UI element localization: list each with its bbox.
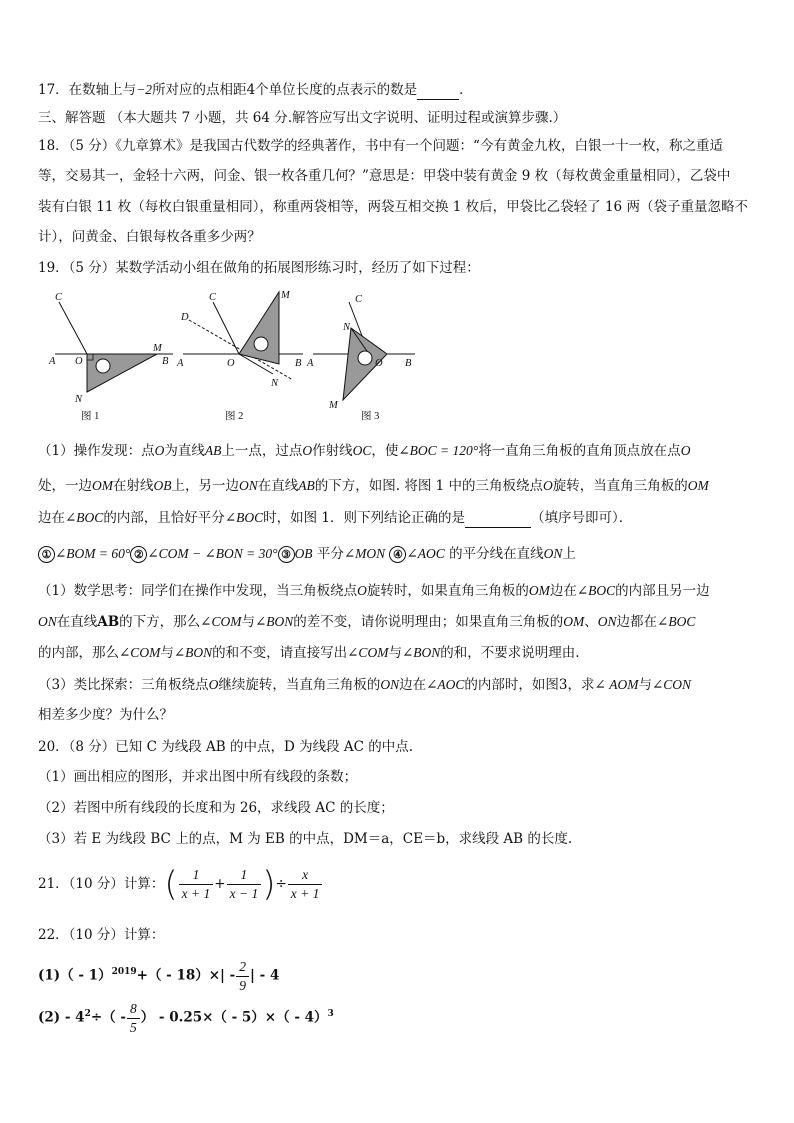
text: 的下方，如图. 将图 1 中的三角板绕点 — [314, 478, 544, 494]
symbol: ∠MON — [343, 546, 386, 561]
text: ÷（ - — [90, 1009, 126, 1026]
fig3-label: N — [343, 322, 351, 333]
text: ） - 0.25×（ - 5）×（ - 4） — [140, 1009, 328, 1026]
text: 的内部且另一边 — [615, 583, 710, 599]
text: 与 — [388, 645, 402, 661]
text: 21．（10 分）计算： — [38, 876, 165, 892]
text: （1）数学思考：同学们在操作中发现，当三角板绕点 — [38, 583, 358, 599]
symbol: OC — [352, 443, 372, 458]
text: 旋转，当直角三角板的 — [552, 478, 688, 494]
fig2-label: O — [227, 358, 235, 369]
fig1-label: N — [75, 394, 83, 405]
q19-p2-line — [38, 643, 580, 663]
exponent: 2 — [84, 1009, 91, 1019]
fig3-label: B — [405, 358, 412, 369]
fraction — [179, 866, 214, 903]
fig2-label: C — [209, 292, 217, 303]
symbol: OM — [92, 478, 113, 493]
symbol: ∠COM — [347, 645, 389, 660]
q18-line: 装有白银 11 枚（每枚白银重量相同），称重两袋相等，两袋互相交换 1 枚后，甲袋比乙袋轻了 16 两（袋子重量忽略不 — [38, 199, 748, 215]
text: ，使 — [371, 443, 399, 459]
text: 与 — [241, 614, 255, 630]
text: 上一点，过点 — [221, 443, 303, 459]
paren: ( — [164, 864, 178, 905]
text: 处，一边 — [38, 478, 92, 494]
text: 边在 — [399, 677, 427, 693]
symbol: O — [302, 443, 313, 458]
exponent: 3 — [327, 1009, 334, 1019]
fig1-label: B — [162, 356, 169, 367]
q19-p2-line — [38, 612, 695, 632]
q18-line: 等，交易其一，金轻十六两，问金、银一枚各重几何？”意思是：甲袋中装有黄金 9 枚（每枚黄金重量相同），乙袋中 — [38, 168, 731, 184]
text: 的下方，那么 — [119, 614, 201, 630]
symbol: ∠CON — [651, 677, 692, 692]
symbol: ∠BOC — [576, 583, 616, 598]
symbol: ∠BOC — [65, 510, 104, 525]
denominator: x + 1 — [181, 886, 211, 901]
symbol: OM — [687, 478, 709, 493]
q19-choices — [38, 544, 576, 564]
symbol: ∠BOC — [224, 510, 264, 525]
q17-line — [38, 80, 473, 100]
text: 与 — [638, 677, 652, 693]
fig1-label: M — [153, 343, 162, 354]
choice-1: ∠BOM = 60° — [55, 546, 131, 561]
choice-number: ② — [130, 546, 147, 563]
q19-p2-line — [38, 581, 710, 601]
fig2-label: M — [281, 290, 290, 301]
fig2-label: B — [295, 358, 302, 369]
text: 将一直角三角板的直角顶点放在点 — [478, 443, 681, 459]
q21-line — [38, 862, 323, 907]
symbol: ∠AOC — [426, 677, 465, 692]
symbol: ON — [543, 546, 563, 561]
fig3-label: O — [375, 358, 383, 369]
fig2-label: N — [271, 378, 279, 389]
symbol: AB — [204, 443, 222, 458]
q20-part: （2）若图中所有线段的长度和为 26，求线段 AC 的长度； — [38, 800, 394, 816]
text: 上 — [562, 546, 576, 562]
text: （填序号即可）． — [531, 510, 633, 526]
symbol: ∠COM — [200, 614, 242, 629]
text: 的和不变，请直接写出 — [212, 645, 348, 661]
symbol: ∠BOC — [657, 614, 696, 629]
text: | - 4 — [250, 967, 280, 984]
text: 旋转时，如果直角三角板的 — [366, 583, 529, 599]
fig3-caption: 图 3 — [361, 411, 380, 422]
symbol: O — [543, 478, 553, 493]
text: (1)（ - 1） — [38, 967, 112, 984]
fraction — [288, 866, 323, 903]
fig2-label: A — [177, 358, 184, 369]
fraction — [236, 958, 249, 995]
text: 、 — [584, 614, 598, 630]
fig3-label: A — [307, 358, 314, 369]
text: 在射线 — [113, 478, 154, 494]
symbol: ON — [380, 677, 400, 692]
text: 平分 — [316, 546, 344, 562]
q19-p3-line — [38, 675, 691, 695]
text: 作射线 — [312, 443, 353, 459]
symbol: ON — [239, 478, 258, 493]
fig1-label: O — [75, 356, 83, 367]
fig3-label: M — [329, 400, 338, 411]
fraction — [127, 1000, 140, 1037]
fig1-caption: 图 1 — [81, 411, 100, 422]
q17-end: ． — [459, 82, 473, 98]
q17-number: 4 — [246, 82, 256, 98]
q19-p1-line — [38, 476, 709, 496]
symbol: ON — [597, 614, 617, 629]
answer-blank[interactable] — [465, 513, 531, 528]
numerator: 1 — [179, 866, 214, 885]
figure-2 — [175, 288, 315, 424]
paren: ) — [262, 864, 276, 905]
text: (2) - 4 — [38, 1009, 85, 1026]
fig1-label: A — [49, 356, 56, 367]
q17-text: 17．在数轴上与 — [38, 82, 137, 98]
text: 在直线 — [56, 614, 98, 630]
q17-text: 所对应的点相距 — [152, 82, 247, 98]
text: 的内部时，如图3，求 — [464, 677, 595, 693]
text: （3）类比探索：三角板绕点 — [38, 677, 209, 693]
text: 时，如图 1．则下列结论正确的是 — [263, 510, 466, 526]
text: （1）操作发现：点 — [38, 443, 155, 459]
section-3-heading: 三、解答题 （本大题共 7 小题，共 64 分.解答应写出文字说明、证明过程或演算步骤.） — [38, 110, 567, 126]
fig3-label: C — [355, 294, 363, 305]
text: 的差不变，请你说明理由；如果直角三角板的 — [293, 614, 564, 630]
q17-text: 个单位长度的点表示的数是 — [255, 82, 418, 98]
text: 边在 — [549, 583, 577, 599]
figure-3 — [305, 288, 445, 424]
symbol: O — [154, 443, 165, 458]
symbol: ∠COM — [119, 645, 161, 660]
symbol: ∠BOC = 120° — [398, 443, 479, 458]
numerator: 8 — [127, 1000, 140, 1019]
symbol: ∠BON — [401, 645, 441, 660]
choice-number: ④ — [389, 546, 406, 563]
text: 在直线 — [257, 478, 299, 494]
symbol: OB — [153, 478, 172, 493]
q19-p3-line: 相差多少度？为什么？ — [38, 707, 173, 723]
operator: + — [214, 876, 226, 892]
denominator: x + 1 — [290, 886, 320, 901]
denominator: 5 — [129, 1019, 137, 1035]
text: 边在 — [38, 510, 65, 526]
text: 的和，不要求说明理由. — [440, 645, 580, 661]
numerator: 1 — [227, 866, 262, 885]
symbol: ∠BON — [173, 645, 213, 660]
q19-p1-line — [38, 441, 690, 461]
text: 继续旋转，当直角三角板的 — [218, 677, 381, 693]
choice-number: ③ — [278, 546, 295, 563]
symbol: AB — [298, 478, 315, 493]
fig2-caption: 图 2 — [225, 411, 244, 422]
denominator: 9 — [239, 977, 247, 993]
q20-part: （1）画出相应的图形，并求出图中所有线段的条数； — [38, 769, 358, 785]
text: +（ - 18）×| - — [136, 967, 236, 984]
text: 边都在 — [616, 614, 658, 630]
choice-4: ∠AOC — [406, 546, 445, 561]
q19-title: 19．（5 分）某数学活动小组在做角的拓展图形练习时，经历了如下过程： — [38, 260, 480, 276]
fraction — [227, 866, 262, 903]
fig1-label: C — [55, 292, 63, 303]
denominator: x − 1 — [229, 886, 259, 901]
symbol: AB — [97, 614, 120, 630]
symbol: ∠BON — [254, 614, 294, 629]
numerator: x — [288, 866, 323, 885]
symbol: OM — [563, 614, 585, 629]
text: 上，另一边 — [171, 478, 239, 494]
q22-expr-1 — [38, 950, 279, 998]
q18-line: 18．（5 分）《九章算术》是我国古代数学的经典著作，书中有一个问题：“今有黄金九枚，白银一十一枚，称之重适 — [38, 138, 723, 154]
choice-3: OB — [294, 546, 313, 561]
symbol: ∠ AOM — [594, 677, 639, 692]
operator: ÷ — [275, 876, 287, 892]
q17-number: −2 — [136, 82, 153, 97]
q19-p1-line — [38, 508, 632, 528]
exponent: 2019 — [111, 967, 137, 977]
q22-label: 22．（10 分）计算： — [38, 927, 165, 943]
figure-1 — [45, 288, 185, 424]
text: 为直线 — [164, 443, 205, 459]
symbol: O — [680, 443, 691, 458]
symbol: ON — [38, 614, 57, 629]
choice-number: ① — [38, 546, 55, 563]
symbol: O — [208, 677, 219, 692]
symbol: OM — [528, 583, 550, 598]
q18-line: 计），问黄金、白银每枚各重多少两？ — [38, 229, 261, 245]
text: 与 — [160, 645, 174, 661]
text: 的内部，那么 — [38, 645, 119, 661]
q22-expr-2 — [38, 992, 334, 1040]
numerator: 2 — [236, 958, 249, 977]
fig2-label: D — [181, 312, 189, 323]
symbol: O — [357, 583, 367, 598]
answer-blank[interactable] — [417, 85, 459, 100]
q20-title: 20．（8 分）已知 C 为线段 AB 的中点，D 为线段 AC 的中点. — [38, 739, 414, 755]
choice-2: ∠COM − ∠BON = 30° — [147, 546, 278, 561]
q20-part: （3）若 E 为线段 BC 上的点，M 为 EB 的中点，DM＝a，CE＝b，求线段 AB 的长度. — [38, 831, 573, 847]
text: 的内部，且恰好平分 — [103, 510, 225, 526]
text: 的平分线在直线 — [449, 546, 544, 562]
